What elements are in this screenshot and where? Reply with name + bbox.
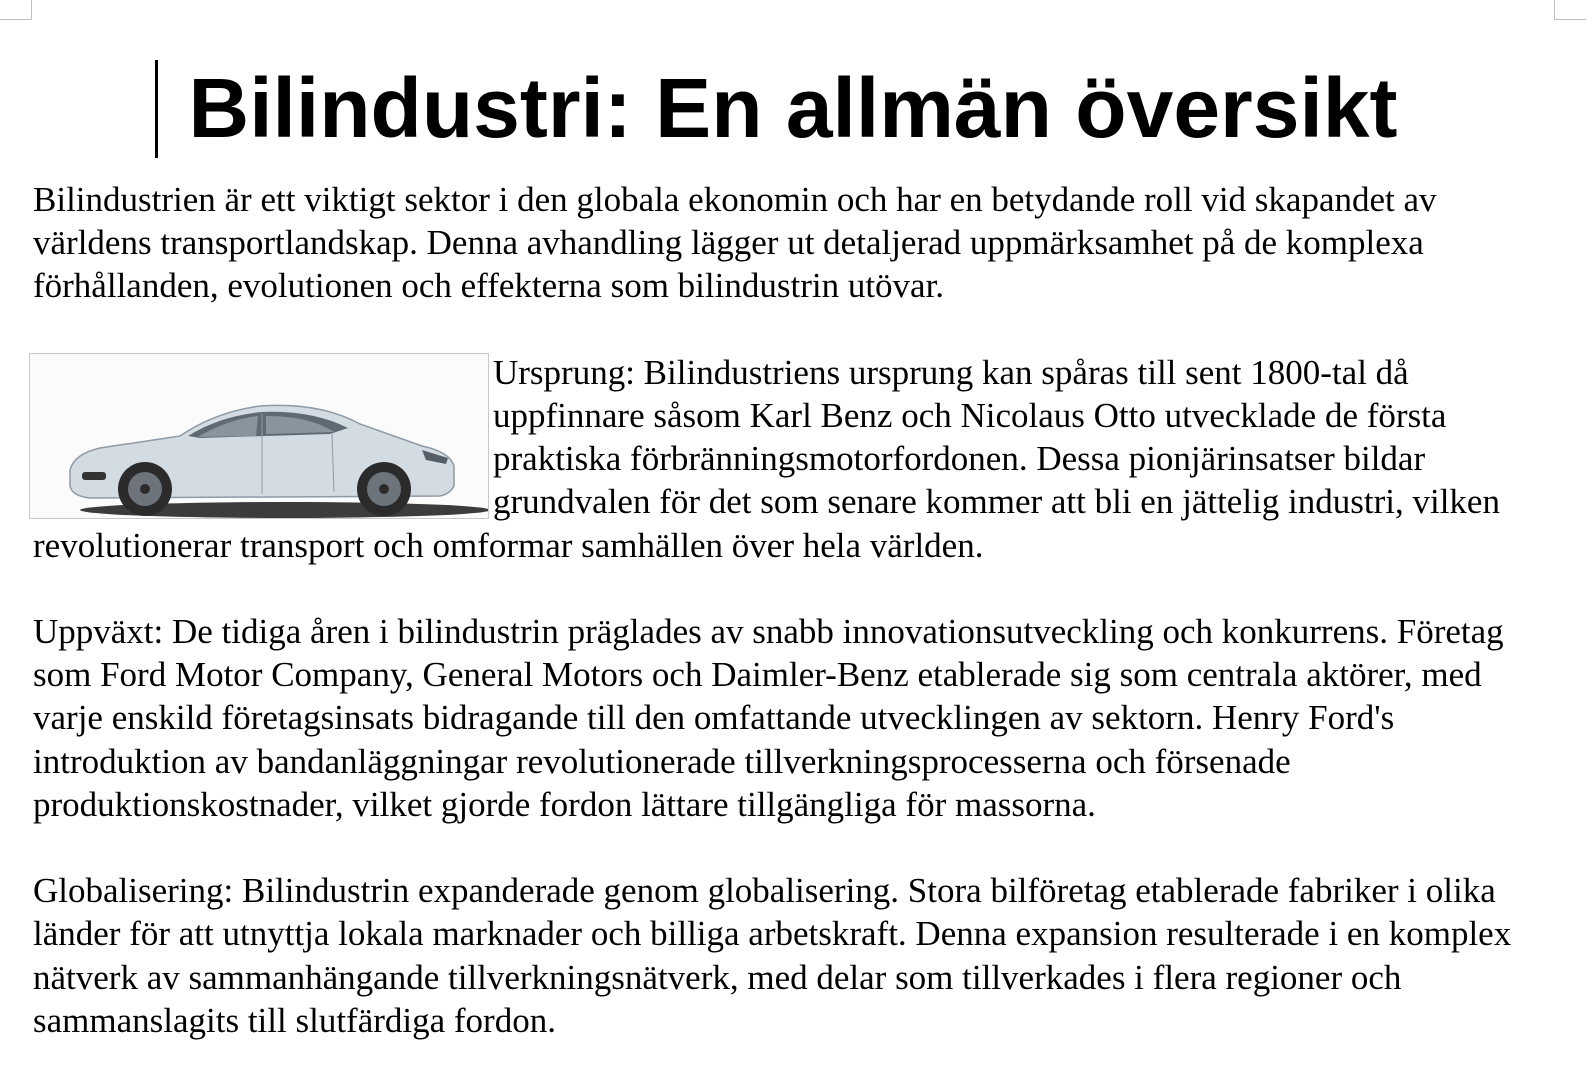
paragraph-globalization[interactable]: Globalisering: Bilindustrin expanderade genom globalisering. Stora bilföretag etablerade fabriker i olika länder för att utnyttja lokala marknader och billiga arbetskraft. Denna expansion resulterade i en komplex nätverk av sammanhängande tillverkningsnätverk, med delar som tillverkades i flera regioner och sammanslagits till slutfärdiga fordon.	[33, 871, 1512, 1040]
document-body[interactable]	[33, 178, 1553, 1085]
car-image[interactable]	[29, 353, 489, 519]
page-corner-marker-right	[1554, 0, 1586, 20]
document-title[interactable]: Bilindustri: En allmän översikt	[188, 61, 1398, 155]
paragraph-growth[interactable]: Uppväxt: De tidiga åren i bilindustrin präglades av snabb innovationsutveckling och konkurrens. Företag som Ford Motor Company, General Motors och Daimler-Benz etablerade sig som centrala aktörer, med varje enskild företagsinsats bidragande till den omfattande utvecklingen av sektorn. Henry Ford's introduktion av bandanläggningar revolutionerade tillverkningsprocesserna och försenade produktionskostnader, vilket gjorde fordon lättare tillgängliga för massorna.	[33, 612, 1504, 824]
text-cursor	[155, 60, 158, 158]
paragraph-origin[interactable]: Ursprung: Bilindustriens ursprung kan spåras till sent 1800-tal då uppfinnare såsom Karl Benz och Nicolaus Otto utvecklade de första praktiska förbränningsmotorfordonen. Dessa pionjärinsatser bildar grundvalen för det som senare kommer att bli en jättelig industri, vilken revolutionerar transport och omformar samhällen över hela världen.	[33, 352, 1500, 565]
page-corner-marker-left	[0, 0, 32, 20]
car-illustration	[30, 354, 489, 519]
paragraph-intro[interactable]: Bilindustrien är ett viktigt sektor i den globala ekonomin och har en betydande roll vid skapandet av världens transportlandskap. Denna avhandling lägger ut detaljerad uppmärksamhet på de komplexa förhållanden, evolutionen och effekterna som bilindustrin utövar.	[33, 180, 1437, 306]
